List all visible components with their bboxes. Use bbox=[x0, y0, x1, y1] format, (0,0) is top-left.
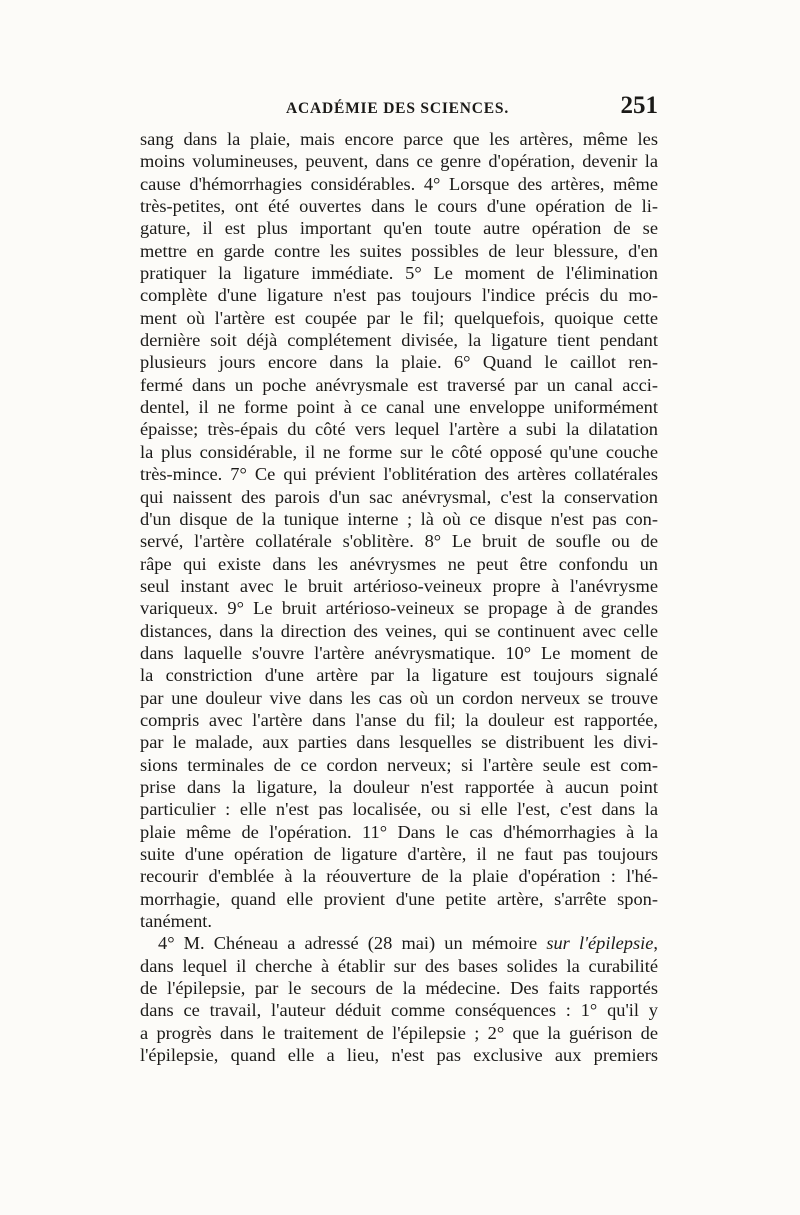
text-line: complète d'une ligature n'est pas toujours l'indice précis du mo- bbox=[140, 285, 658, 306]
text-line: ment où l'artère est coupée par le fil; quelquefois, quoique cette bbox=[140, 307, 658, 328]
text-run: , bbox=[653, 933, 658, 954]
running-head: ACADÉMIE DES SCIENCES. bbox=[286, 100, 510, 117]
text-line: recourir d'emblée à la réouverture de la plaie d'opération : l'hé- bbox=[140, 866, 658, 887]
text-line: morrhagie, quand elle provient d'une petite artère, s'arrête spon- bbox=[140, 888, 658, 909]
text-line: moins volumineuses, peuvent, dans ce genre d'opération, devenir la bbox=[140, 151, 658, 172]
paragraph-epilepsy-memoir bbox=[140, 932, 658, 1066]
text-line: l'épilepsie, quand elle a lieu, n'est pas exclusive aux premiers bbox=[140, 1045, 658, 1066]
text-line: dernière soit déjà complétement divisée, la ligature tient pendant bbox=[140, 330, 658, 351]
text-line: particulier : elle n'est pas localisée, ou si elle l'est, c'est dans la bbox=[140, 799, 658, 820]
text-line: épaisse; très-épais du côté vers lequel l'artère a subi la dilatation bbox=[140, 419, 658, 440]
text-line: par le malade, aux parties dans lesquelles se distribuent les divi- bbox=[140, 732, 658, 753]
text-line: mettre en garde contre les suites possibles de leur blessure, d'en bbox=[140, 240, 658, 261]
text-line: sang dans la plaie, mais encore parce que les artères, même les bbox=[140, 129, 658, 149]
text-line: dentel, il ne forme point à ce canal une enveloppe uniformément bbox=[140, 397, 658, 418]
text-line: râpe qui existe dans les anévrysmes ne peut être confondu un bbox=[140, 553, 658, 574]
text-line: de l'épilepsie, par le secours de la médecine. Des faits rapportés bbox=[140, 978, 658, 999]
text-line: pratiquer la ligature immédiate. 5° Le moment de l'élimination bbox=[140, 263, 658, 284]
text-line: la plus considérable, il ne forme sur le côté opposé qu'une couche bbox=[140, 441, 658, 462]
text-line: cause d'hémorrhagies considérables. 4° Lorsque des artères, même bbox=[140, 173, 658, 194]
text-line: suite d'une opération de ligature d'artère, il ne faut pas toujours bbox=[140, 844, 658, 864]
text-line: dans lequel il cherche à établir sur des bases solides la curabilité bbox=[140, 955, 658, 976]
text-line: très-mince. 7° Ce qui prévient l'oblitération des artères collatérales bbox=[140, 464, 658, 485]
text-line: la constriction d'une artère par la ligature est toujours signalé bbox=[140, 665, 658, 686]
text-line: très-petites, ont été ouvertes dans le cours d'une opération de li- bbox=[140, 196, 658, 217]
text-line: dans laquelle s'ouvre l'artère anévrysmatique. 10° Le moment de bbox=[140, 642, 658, 663]
text-line: tanément. bbox=[140, 911, 213, 932]
page-number: 251 bbox=[620, 92, 658, 119]
text-line: prise dans la ligature, la douleur n'est rapportée à aucun point bbox=[140, 776, 658, 797]
text-run: 4° M. Chéneau a adressé (28 mai) un mémoire bbox=[158, 933, 547, 954]
page-header bbox=[140, 92, 658, 126]
text-line: distances, dans la direction des veines, qui se continuent avec celle bbox=[140, 620, 658, 641]
text-line: dans ce travail, l'auteur déduit comme conséquences : 1° qu'il y bbox=[140, 1000, 658, 1021]
text-line: a progrès dans le traitement de l'épilepsie ; 2° que la guérison de bbox=[140, 1022, 658, 1043]
text-line: compris avec l'artère dans l'anse du fil; la douleur est rapportée, bbox=[140, 709, 658, 730]
text-line bbox=[140, 932, 658, 954]
text-line: par une douleur vive dans les cas où un cordon nerveux se trouve bbox=[140, 687, 658, 708]
text-line: plusieurs jours encore dans la plaie. 6° Quand le caillot ren- bbox=[140, 352, 658, 373]
text-line: sions terminales de ce cordon nerveux; si l'artère seule est com- bbox=[140, 754, 658, 775]
text-line: gature, il est plus important qu'en toute autre opération de se bbox=[140, 218, 658, 239]
memoir-title: sur l'épilepsie bbox=[546, 933, 654, 954]
text-line: servé, l'artère collatérale s'oblitère. 8° Le bruit de soufle ou de bbox=[140, 531, 658, 552]
text-line: plaie même de l'opération. 11° Dans le cas d'hémorrhagies à la bbox=[140, 821, 658, 842]
text-line: d'un disque de la tunique interne ; là où ce disque n'est pas con- bbox=[140, 508, 658, 529]
text-line: seul instant avec le bruit artérioso-veineux propre à l'anévrysme bbox=[140, 575, 658, 596]
text-line: fermé dans un poche anévrysmale est traversé par un canal acci- bbox=[140, 374, 658, 395]
body-text bbox=[140, 128, 658, 1066]
paragraph-ligature-conclusions bbox=[140, 128, 658, 932]
text-line: qui naissent des parois d'un sac anévrysmal, c'est la conservation bbox=[140, 486, 658, 507]
text-line: variqueux. 9° Le bruit artérioso-veineux se propage à de grandes bbox=[140, 598, 658, 619]
